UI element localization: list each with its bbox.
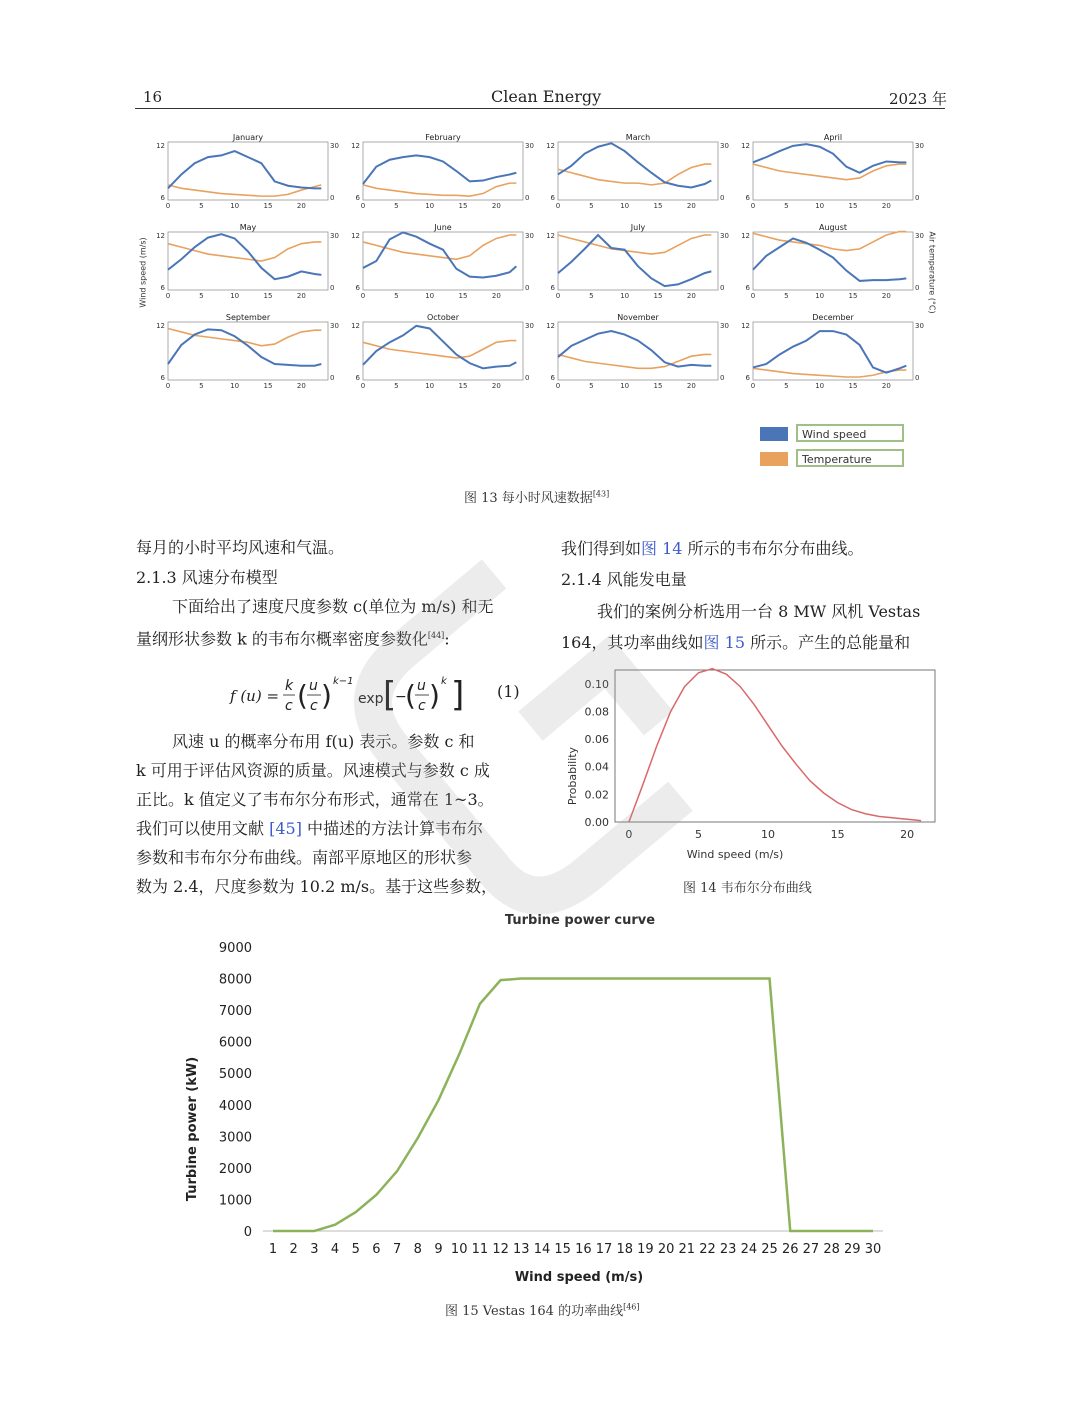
x-tick-label: 22: [699, 1242, 716, 1257]
x-tick: 5: [199, 292, 204, 300]
right-tick: 30: [330, 142, 339, 150]
x-tick: 15: [848, 292, 858, 300]
y-tick-label: 2000: [218, 1161, 252, 1177]
figure-13-caption: 图 13 每小时风速数据[43]: [464, 489, 610, 506]
header-year: 2023 年: [889, 90, 947, 108]
x-tick: 0: [165, 292, 171, 300]
x-tick-label: 25: [761, 1242, 778, 1257]
month-title: April: [823, 133, 843, 142]
right-paragraph-2-line1: 我们的案例分析选用一台 8 MW 风机 Vestas: [597, 602, 921, 621]
month-panel-july: [546, 223, 729, 300]
legend-temperature: Temperature: [796, 449, 904, 467]
y-tick-label: 0.08: [584, 705, 609, 719]
left-tick: 6: [355, 374, 360, 382]
page-number: 16: [143, 88, 163, 106]
left-paragraph-3-line3: 正比。k 值定义了韦布尔分布形式，通常在 1~3。: [136, 790, 494, 809]
left-tick: 12: [546, 232, 555, 240]
x-tick-label: 15: [554, 1242, 571, 1257]
x-tick: 10: [815, 292, 825, 300]
x-tick: 20: [296, 202, 306, 210]
y-tick-label: 0.02: [584, 788, 609, 802]
x-tick: 10: [230, 202, 240, 210]
reference-45-link[interactable]: [45]: [269, 819, 302, 838]
right-tick: 30: [915, 322, 924, 330]
x-tick-label: 23: [719, 1242, 737, 1257]
section-2-1-4-heading: 2.1.4 风能发电量: [561, 570, 687, 589]
right-tick: 30: [525, 142, 534, 150]
x-tick: 20: [296, 382, 306, 390]
x-tick: 5: [199, 382, 204, 390]
month-panel-november: [546, 313, 729, 390]
left-tick: 12: [741, 142, 750, 150]
x-tick: 15: [848, 202, 858, 210]
month-title: January: [232, 133, 264, 142]
x-tick: 0: [165, 382, 171, 390]
left-tick: 6: [550, 194, 555, 202]
month-title: May: [239, 223, 257, 232]
right-tick: 0: [330, 194, 335, 202]
x-tick-label: 24: [740, 1242, 758, 1257]
left-tick: 6: [355, 194, 360, 202]
x-tick: 20: [881, 292, 891, 300]
x-tick: 0: [360, 202, 366, 210]
x-tick: 15: [848, 382, 858, 390]
month-title: October: [426, 313, 460, 322]
x-tick: 15: [263, 202, 273, 210]
x-tick: 20: [686, 202, 696, 210]
legend-swatch-wind: [760, 427, 788, 441]
left-tick: 6: [745, 194, 750, 202]
left-tick: 6: [745, 374, 750, 382]
left-paragraph-1: 每月的小时平均风速和气温。: [136, 538, 345, 557]
right-tick: 30: [525, 322, 534, 330]
left-tick: 12: [156, 232, 165, 240]
svg-text:k: k: [285, 678, 294, 694]
x-tick: 0: [750, 382, 756, 390]
left-paragraph-3-line6: 数为 2.4，尺度参数为 10.2 m/s。基于这些参数，: [136, 877, 498, 896]
x-tick: 10: [620, 202, 630, 210]
x-tick: 10: [815, 202, 825, 210]
x-tick-label: 21: [678, 1242, 696, 1257]
month-title: February: [425, 133, 461, 142]
x-tick: 0: [555, 382, 561, 390]
x-tick: 10: [425, 382, 435, 390]
svg-text:k: k: [441, 676, 447, 687]
x-tick-label: 5: [351, 1242, 360, 1257]
panel-frame: [558, 322, 718, 380]
x-tick-label: 18: [616, 1242, 633, 1257]
x-tick: 10: [815, 382, 825, 390]
month-title: September: [225, 313, 271, 322]
x-tick-label: 20: [900, 828, 915, 841]
chart-title: Turbine power curve: [504, 913, 656, 928]
x-tick-label: 13: [513, 1242, 530, 1257]
right-tick: 30: [330, 322, 339, 330]
right-tick: 0: [525, 374, 530, 382]
x-tick-label: 30: [864, 1242, 882, 1257]
left-tick: 12: [351, 322, 360, 330]
month-title: December: [812, 313, 854, 322]
x-tick: 0: [555, 292, 561, 300]
left-tick: 6: [550, 284, 555, 292]
month-panel-june: [351, 223, 534, 300]
figure-15-link[interactable]: 图 15: [703, 633, 745, 652]
x-axis-label: Wind speed (m/s): [514, 1270, 644, 1285]
panel-frame: [363, 142, 523, 200]
month-panel-may: [156, 223, 339, 300]
right-tick: 0: [720, 284, 725, 292]
month-panel-march: [546, 133, 729, 210]
x-tick: 20: [686, 292, 696, 300]
x-tick-label: 5: [694, 828, 702, 841]
x-tick-label: 3: [310, 1242, 319, 1257]
svg-text:−: −: [395, 689, 407, 705]
left-paragraph-3-line2: k 可用于评估风资源的质量。风速模式与参数 c 成: [136, 761, 490, 780]
x-tick-label: 26: [781, 1242, 799, 1257]
left-tick: 12: [351, 232, 360, 240]
right-tick: 0: [720, 194, 725, 202]
x-tick: 10: [620, 382, 630, 390]
right-tick: 30: [720, 142, 729, 150]
svg-text:]: ]: [451, 675, 465, 715]
month-title: July: [630, 223, 646, 232]
x-tick: 20: [491, 292, 501, 300]
x-tick: 0: [750, 202, 756, 210]
left-tick: 12: [741, 232, 750, 240]
right-tick: 0: [915, 194, 920, 202]
x-tick-label: 29: [844, 1242, 861, 1257]
right-tick: 0: [525, 284, 530, 292]
month-panel-january: [156, 133, 339, 210]
figure-14-caption: 图 14 韦布尔分布曲线: [683, 881, 812, 896]
right-tick: 30: [915, 232, 924, 240]
svg-text:): ): [429, 679, 440, 712]
left-paragraph-3-line1: 风速 u 的概率分布用 f(u) 表示。参数 c 和: [172, 732, 475, 751]
left-tick: 6: [745, 284, 750, 292]
x-tick-label: 1: [268, 1242, 278, 1257]
x-tick: 5: [394, 292, 399, 300]
x-tick: 0: [750, 292, 756, 300]
x-tick: 20: [491, 382, 501, 390]
x-tick: 20: [881, 202, 891, 210]
legend-wind-speed: Wind speed: [796, 424, 904, 442]
figure-15-caption: 图 15 Vestas 164 的功率曲线[46]: [445, 1302, 640, 1319]
x-tick: 5: [784, 292, 789, 300]
month-title: August: [819, 223, 847, 232]
x-tick: 10: [425, 202, 435, 210]
svg-text:c: c: [418, 698, 426, 714]
x-tick: 15: [263, 292, 273, 300]
panel-frame: [363, 322, 523, 380]
right-tick: 0: [915, 374, 920, 382]
left-paragraph-3-line4: 我们可以使用文献 [45] 中描述的方法计算韦布尔: [136, 819, 484, 838]
svg-text:c: c: [310, 698, 318, 714]
x-tick: 0: [360, 382, 366, 390]
x-tick-label: 16: [575, 1242, 592, 1257]
left-tick: 6: [160, 194, 165, 202]
y-tick-label: 6000: [218, 1035, 252, 1051]
svg-text:c: c: [285, 698, 293, 714]
fig13-right-axis-label: Air temperature (°C): [927, 231, 937, 314]
left-paragraph-2-line2: 量纲形状参数 k 的韦布尔概率密度参数化[44]:: [136, 629, 450, 649]
right-tick: 30: [720, 232, 729, 240]
x-tick-label: 8: [413, 1242, 422, 1257]
svg-text:exp: exp: [358, 691, 384, 707]
y-tick-label: 1000: [218, 1193, 252, 1209]
right-tick: 30: [915, 142, 924, 150]
x-tick: 5: [784, 382, 789, 390]
right-tick: 0: [330, 284, 335, 292]
y-axis-label: Turbine power (kW): [185, 1056, 200, 1202]
x-tick: 20: [296, 292, 306, 300]
x-tick: 5: [394, 382, 399, 390]
right-tick: 0: [915, 284, 920, 292]
x-tick: 15: [263, 382, 273, 390]
svg-text:u: u: [417, 678, 426, 694]
x-tick-label: 2: [289, 1242, 298, 1257]
x-tick: 5: [589, 202, 594, 210]
x-tick: 5: [589, 292, 594, 300]
svg-text:k−1: k−1: [333, 676, 354, 687]
figure-14-weibull-chart: [560, 660, 945, 865]
right-tick: 30: [330, 232, 339, 240]
x-tick: 5: [784, 202, 789, 210]
x-tick: 0: [555, 202, 561, 210]
month-title: March: [625, 133, 651, 142]
x-tick: 10: [230, 382, 240, 390]
left-tick: 6: [355, 284, 360, 292]
figure-15-power-curve-chart: [180, 905, 900, 1290]
right-tick: 0: [720, 374, 725, 382]
left-tick: 12: [546, 142, 555, 150]
month-panel-february: [351, 133, 534, 210]
x-tick-label: 0: [625, 828, 633, 841]
section-2-1-3-heading: 2.1.3 风速分布模型: [136, 568, 278, 587]
left-tick: 12: [741, 322, 750, 330]
x-tick: 0: [165, 202, 171, 210]
equation-body: [283, 673, 468, 719]
x-tick-label: 27: [802, 1242, 820, 1257]
x-tick-label: 9: [434, 1242, 443, 1257]
panel-frame: [168, 322, 328, 380]
month-panel-december: [741, 313, 924, 390]
header-rule: [135, 108, 945, 109]
left-paragraph-3-line5: 参数和韦布尔分布曲线。南部平原地区的形状参: [136, 848, 473, 867]
x-tick: 0: [360, 292, 366, 300]
y-tick-label: 0.00: [584, 816, 609, 829]
journal-title: Clean Energy: [491, 87, 602, 106]
x-axis-label: Wind speed (m/s): [686, 848, 784, 861]
panel-frame: [753, 232, 913, 290]
x-tick: 15: [653, 202, 663, 210]
right-tick: 30: [525, 232, 534, 240]
left-tick: 12: [351, 142, 360, 150]
svg-text:(: (: [405, 679, 416, 712]
x-tick-label: 10: [761, 828, 776, 841]
svg-text:u: u: [309, 678, 318, 694]
month-title: June: [434, 223, 452, 232]
x-tick: 15: [458, 382, 468, 390]
equation-number: (1): [497, 682, 520, 701]
x-tick-label: 20: [657, 1242, 675, 1257]
month-title: November: [617, 313, 659, 322]
x-tick-label: 10: [450, 1242, 468, 1257]
legend-swatch-temp: [760, 452, 788, 466]
y-tick-label: 0.10: [584, 677, 609, 691]
y-tick-label: 4000: [218, 1098, 252, 1114]
plot-frame: [615, 670, 935, 822]
left-tick: 6: [550, 374, 555, 382]
left-tick: 12: [156, 322, 165, 330]
right-paragraph-1: 我们得到如图 14 所示的韦布尔分布曲线。: [561, 539, 864, 558]
x-tick-label: 11: [471, 1242, 489, 1257]
x-tick-label: 19: [637, 1242, 654, 1257]
y-tick-label: 9000: [218, 941, 252, 956]
right-paragraph-2-line2: 164，其功率曲线如图 15 所示。产生的总能量和: [561, 633, 911, 652]
svg-text:[: [: [383, 675, 397, 715]
x-tick-label: 28: [823, 1242, 840, 1257]
right-tick: 0: [330, 374, 335, 382]
left-tick: 6: [160, 374, 165, 382]
month-panel-april: [741, 133, 924, 210]
left-tick: 12: [156, 142, 165, 150]
x-tick-label: 15: [830, 828, 845, 841]
x-tick-label: 14: [533, 1242, 551, 1257]
figure-14-link[interactable]: 图 14: [641, 539, 683, 558]
power-curve-line: [273, 979, 873, 1231]
svg-text:): ): [321, 679, 332, 712]
x-tick: 15: [458, 292, 468, 300]
x-tick: 5: [394, 202, 399, 210]
right-tick: 30: [720, 322, 729, 330]
x-tick-label: 4: [330, 1242, 340, 1257]
x-tick: 15: [458, 202, 468, 210]
y-tick-label: 0: [243, 1225, 252, 1240]
y-tick-label: 8000: [218, 972, 252, 988]
month-panel-september: [156, 313, 339, 390]
y-tick-label: 5000: [218, 1067, 252, 1083]
panel-frame: [363, 232, 523, 290]
y-tick-label: 7000: [218, 1004, 252, 1020]
right-tick: 0: [525, 194, 530, 202]
weibull-equation: f (u) = k c ( u c ) k−1 exp [ − ( u c ) k ]: [230, 673, 468, 719]
y-tick-label: 0.06: [584, 733, 609, 747]
x-tick: 20: [881, 382, 891, 390]
panel-frame: [558, 142, 718, 200]
fig13-left-axis-label: Wind speed (m/s): [138, 237, 148, 308]
x-tick: 20: [686, 382, 696, 390]
y-axis-label: Probability: [566, 746, 579, 806]
left-paragraph-2-line1: 下面给出了速度尺度参数 c(单位为 m/s) 和无: [172, 597, 494, 616]
x-tick: 15: [653, 382, 663, 390]
left-tick: 6: [160, 284, 165, 292]
x-tick: 5: [199, 202, 204, 210]
month-panel-october: [351, 313, 534, 390]
left-tick: 12: [546, 322, 555, 330]
x-tick: 10: [425, 292, 435, 300]
x-tick: 10: [230, 292, 240, 300]
panel-frame: [168, 232, 328, 290]
x-tick: 20: [491, 202, 501, 210]
x-tick-label: 7: [392, 1242, 402, 1257]
x-tick-label: 17: [595, 1242, 613, 1257]
month-panel-august: [741, 223, 924, 300]
svg-text:(: (: [297, 679, 308, 712]
x-tick: 15: [653, 292, 663, 300]
x-tick: 5: [589, 382, 594, 390]
y-tick-label: 0.04: [584, 760, 609, 774]
panel-frame: [168, 142, 328, 200]
x-tick-label: 6: [372, 1242, 381, 1257]
x-tick-label: 12: [492, 1242, 509, 1257]
y-tick-label: 3000: [218, 1130, 252, 1146]
x-tick: 10: [620, 292, 630, 300]
